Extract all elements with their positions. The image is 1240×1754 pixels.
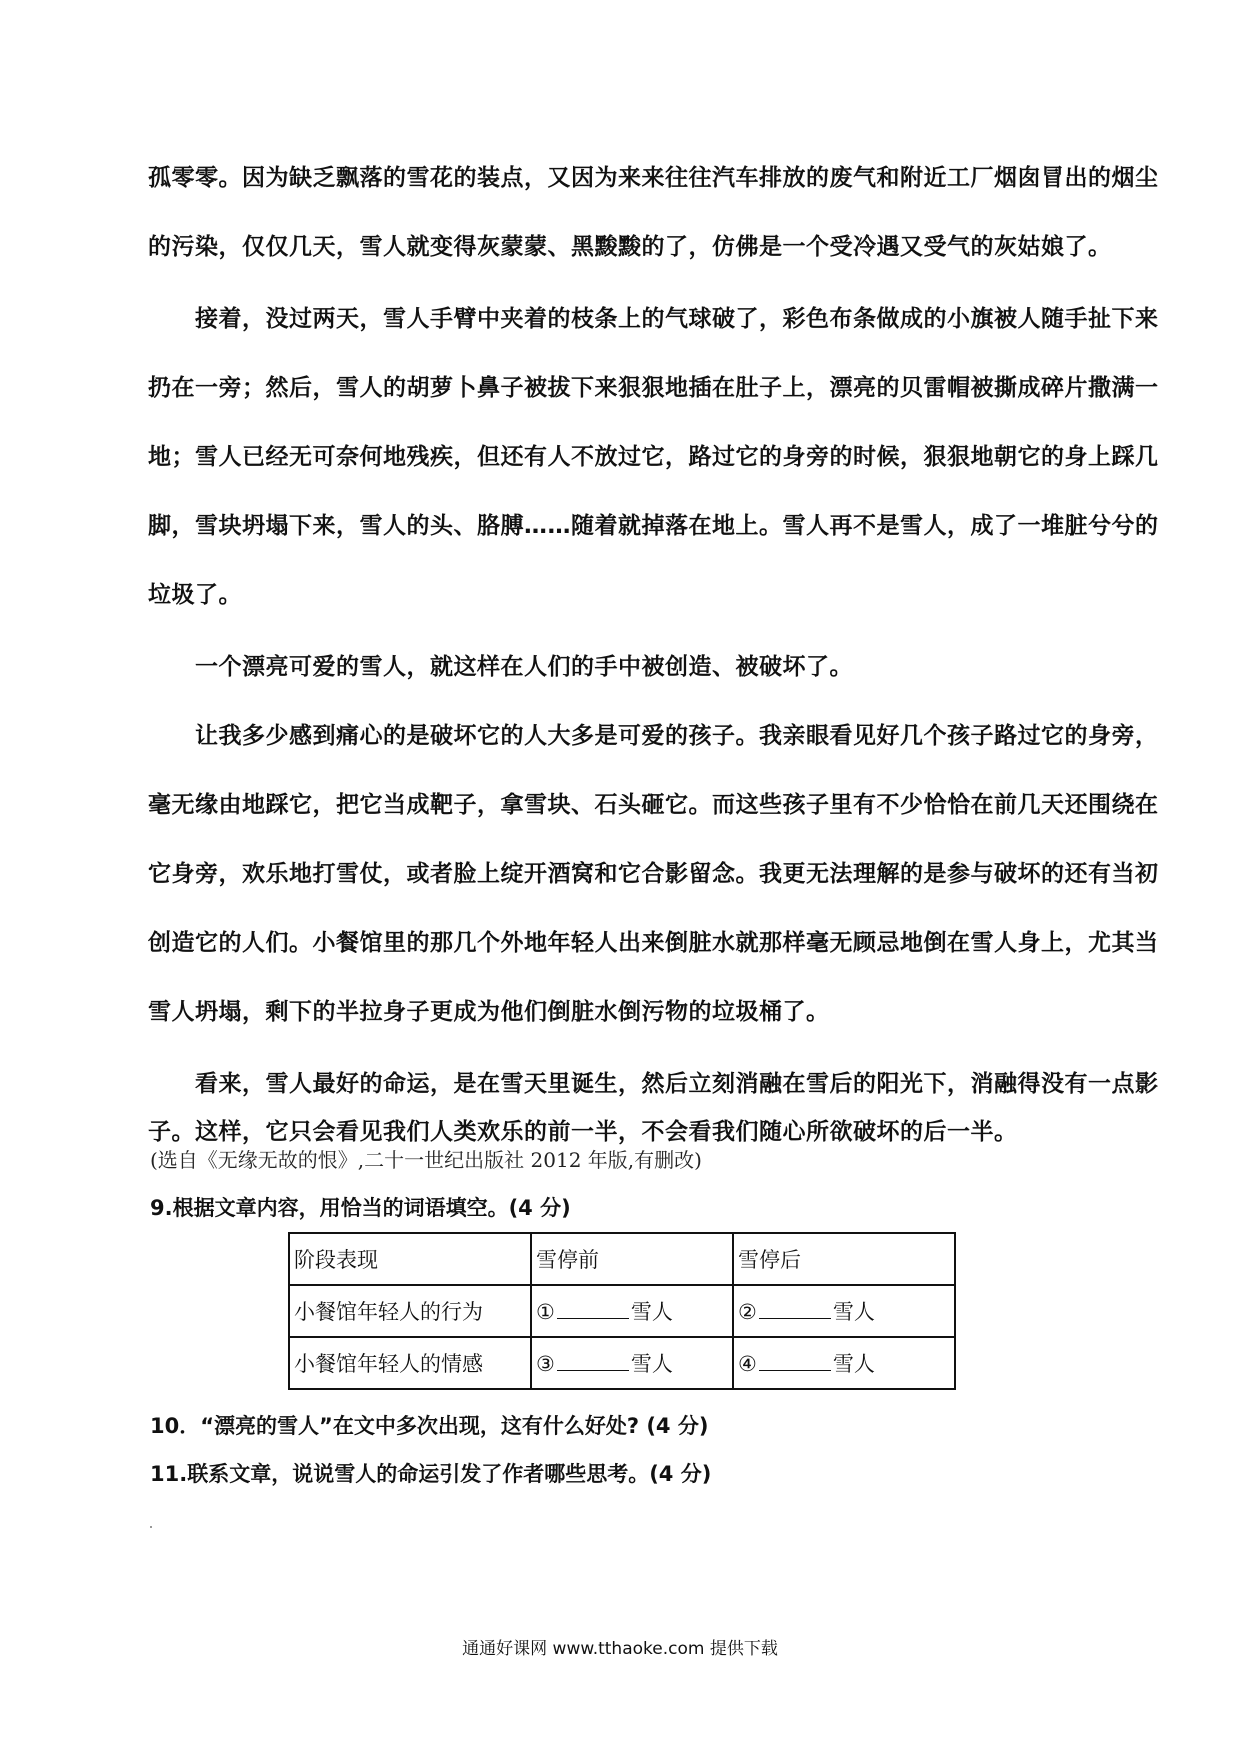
scan-speck — [150, 1526, 152, 1528]
cell-suffix: 雪人 — [630, 1300, 673, 1324]
passage-line: 垃圾了。 — [148, 582, 242, 608]
passage-line: 创造它的人们。小餐馆里的那几个外地年轻人出来倒脏水就那样毫无顾忌地倒在雪人身上，尤其当 — [148, 930, 1159, 956]
passage-line: 接着，没过两天，雪人手臂中夹着的枝条上的气球破了，彩色布条做成的小旗被人随手扯下来 — [148, 306, 1159, 332]
answer-cell[interactable] — [531, 1337, 733, 1389]
blank-number: ③ — [536, 1352, 555, 1376]
page-footer: 通通好课网 www.tthaoke.com 提供下载 — [462, 1639, 778, 1659]
cell-suffix: 雪人 — [630, 1352, 673, 1376]
row-label: 小餐馆年轻人的行为 — [289, 1285, 531, 1337]
answer-blank[interactable] — [759, 1300, 831, 1319]
answer-cell[interactable] — [733, 1337, 955, 1389]
passage-line: 雪人坍塌，剩下的半拉身子更成为他们倒脏水倒污物的垃圾桶了。 — [148, 999, 830, 1025]
passage-line: 孤零零。因为缺乏飘落的雪花的装点，又因为来来往往汽车排放的废气和附近工厂烟囱冒出的烟尘 — [148, 165, 1159, 191]
source-citation: (选自《无缘无故的恨》,二十一世纪出版社 2012 年版,有删改) — [150, 1148, 702, 1172]
row-label: 小餐馆年轻人的情感 — [289, 1337, 531, 1389]
blank-number: ④ — [738, 1352, 757, 1376]
table-row — [289, 1337, 955, 1389]
passage-line: 毫无缘由地踩它，把它当成靶子，拿雪块、石头砸它。而这些孩子里有不少恰恰在前几天还围绕在 — [148, 792, 1159, 818]
passage-line: 的污染，仅仅几天，雪人就变得灰蒙蒙、黑黢黢的了，仿佛是一个受冷遇又受气的灰姑娘了。 — [148, 234, 1112, 260]
cell-suffix: 雪人 — [832, 1300, 875, 1324]
blank-number: ② — [738, 1300, 757, 1324]
table-row — [289, 1285, 955, 1337]
table-header-cell: 阶段表现 — [289, 1233, 531, 1285]
passage-line: 看来，雪人最好的命运，是在雪天里诞生，然后立刻消融在雪后的阳光下，消融得没有一点影 — [148, 1071, 1159, 1097]
passage-line: 让我多少感到痛心的是破坏它的人大多是可爱的孩子。我亲眼看见好几个孩子路过它的身旁， — [148, 723, 1159, 749]
answer-blank[interactable] — [557, 1352, 629, 1371]
table-header-cell: 雪停后 — [733, 1233, 955, 1285]
answer-blank[interactable] — [759, 1352, 831, 1371]
passage-line: 脚，雪块坍塌下来，雪人的头、胳膊……随着就掉落在地上。雪人再不是雪人，成了一堆脏兮兮的 — [148, 513, 1159, 539]
blank-number: ① — [536, 1300, 555, 1324]
cell-suffix: 雪人 — [832, 1352, 875, 1376]
question-9: 9.根据文章内容，用恰当的词语填空。(4 分) — [150, 1196, 571, 1220]
question-11: 11.联系文章，说说雪人的命运引发了作者哪些思考。(4 分) — [150, 1462, 712, 1486]
passage-line: 扔在一旁；然后，雪人的胡萝卜鼻子被拔下来狠狠地插在肚子上，漂亮的贝雷帽被撕成碎片撒满一 — [148, 375, 1159, 401]
answer-cell[interactable] — [733, 1285, 955, 1337]
question-10: 10．“漂亮的雪人”在文中多次出现，这有什么好处? (4 分) — [150, 1414, 709, 1438]
fill-in-table — [288, 1232, 956, 1390]
passage-line: 一个漂亮可爱的雪人，就这样在人们的手中被创造、被破坏了。 — [148, 654, 853, 680]
table-header-cell: 雪停前 — [531, 1233, 733, 1285]
answer-blank[interactable] — [557, 1300, 629, 1319]
passage-line: 子。这样，它只会看见我们人类欢乐的前一半，不会看我们随心所欲破坏的后一半。 — [148, 1119, 1018, 1145]
passage-line: 地；雪人已经无可奈何地残疾，但还有人不放过它，路过它的身旁的时候，狠狠地朝它的身上踩几 — [148, 444, 1159, 470]
table-header-row — [289, 1233, 955, 1285]
passage-line: 它身旁，欢乐地打雪仗，或者脸上绽开酒窝和它合影留念。我更无法理解的是参与破坏的还有当初 — [148, 861, 1159, 887]
answer-cell[interactable] — [531, 1285, 733, 1337]
